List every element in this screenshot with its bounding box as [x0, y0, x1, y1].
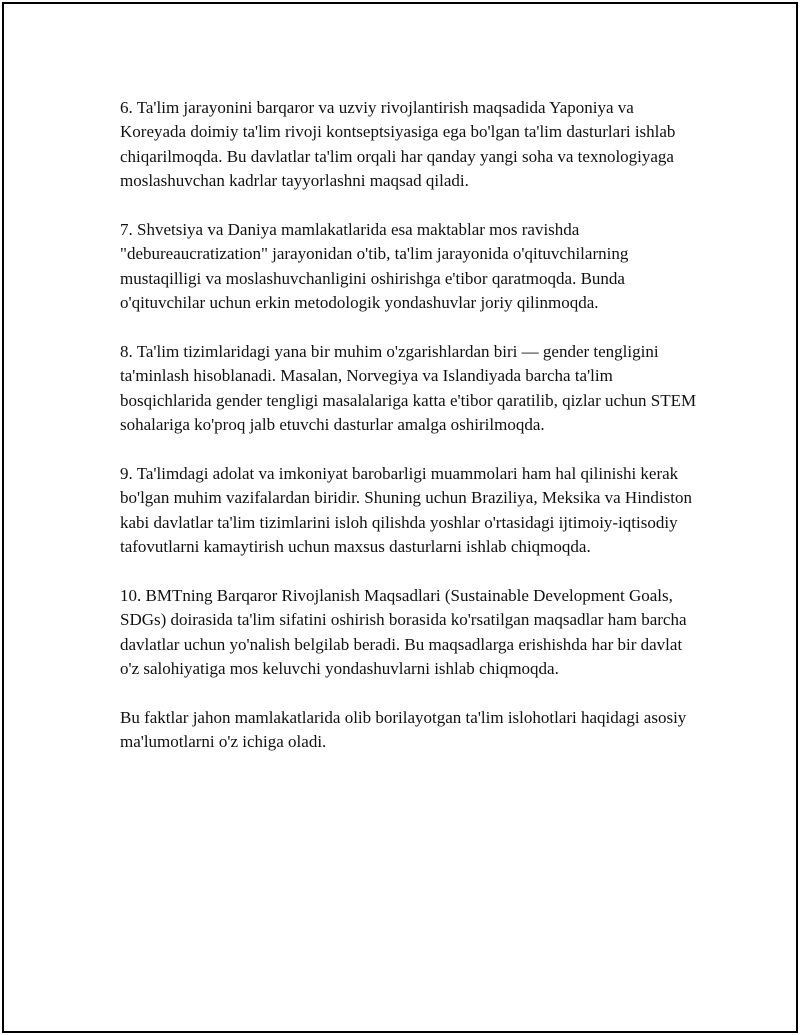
paragraph-8: 8. Ta'lim tizimlaridagi yana bir muhim o'zgarishlardan biri — gender tengligini ta'minlash hisoblanadi. Masalan, Norvegiya va Islandiyada barcha ta'lim bosqichlarida gender tengligi masalalariga katta e'tibor qaratilib, qizlar uchun STEM sohalariga ko'proq jalb etuvchi dasturlar amalga oshirilmoqda. [120, 342, 697, 435]
paragraph-7: 7. Shvetsiya va Daniya mamlakatlarida esa maktablar mos ravishda "debureaucratization" jarayonidan o'tib, ta'lim jarayonida o'qituvchilarning mustaqilligi va moslashuvchanligini oshirishga e'tibor qaratmoqda. Bunda o'qituvchilar uchun erkin metodologik yondashuvlar joriy qilinmoqda. [120, 220, 629, 313]
paragraph-conclusion: Bu faktlar jahon mamlakatlarida olib borilayotgan ta'lim islohotlari haqidagi asosiy ma'lumotlarni o'z ichiga oladi. [120, 708, 687, 752]
paragraph-10: 10. BMTning Barqaror Rivojlanish Maqsadlari (Sustainable Development Goals, SDGs) doirasida ta'lim sifatini oshirish borasida ko'rsatilgan maqsadlar ham barcha davlatlar uchun yo'nalish belgilab beradi. Bu maqsadlarga erishishda har bir davlat o'z salohiyatiga mos keluvchi yondashuvlarni ishlab chiqmoqda. [120, 586, 687, 679]
paragraph-9: 9. Ta'limdagi adolat va imkoniyat barobarligi muammolari ham hal qilinishi kerak bo'lgan muhim vazifalardan biridir. Shuning uchun Braziliya, Meksika va Hindiston kabi davlatlar ta'lim tizimlarini isloh qilishda yoshlar o'rtasidagi ijtimoiy-iqtisodiy tafovutlarni kamaytirish uchun maxsus dasturlarni ishlab chiqmoqda. [120, 464, 692, 557]
paragraph-6: 6. Ta'lim jarayonini barqaror va uzviy rivojlantirish maqsadida Yaponiya va Koreyada doimiy ta'lim rivoji kontseptsiyasiga ega bo'lgan ta'lim dasturlari ishlab chiqarilmoqda. Bu davlatlar ta'lim orqali har qanday yangi soha va texnologiyaga moslashuvchan kadrlar tayyorlashni maqsad qiladi. [120, 98, 676, 191]
document-body [120, 96, 700, 779]
document-page [2, 2, 798, 1033]
